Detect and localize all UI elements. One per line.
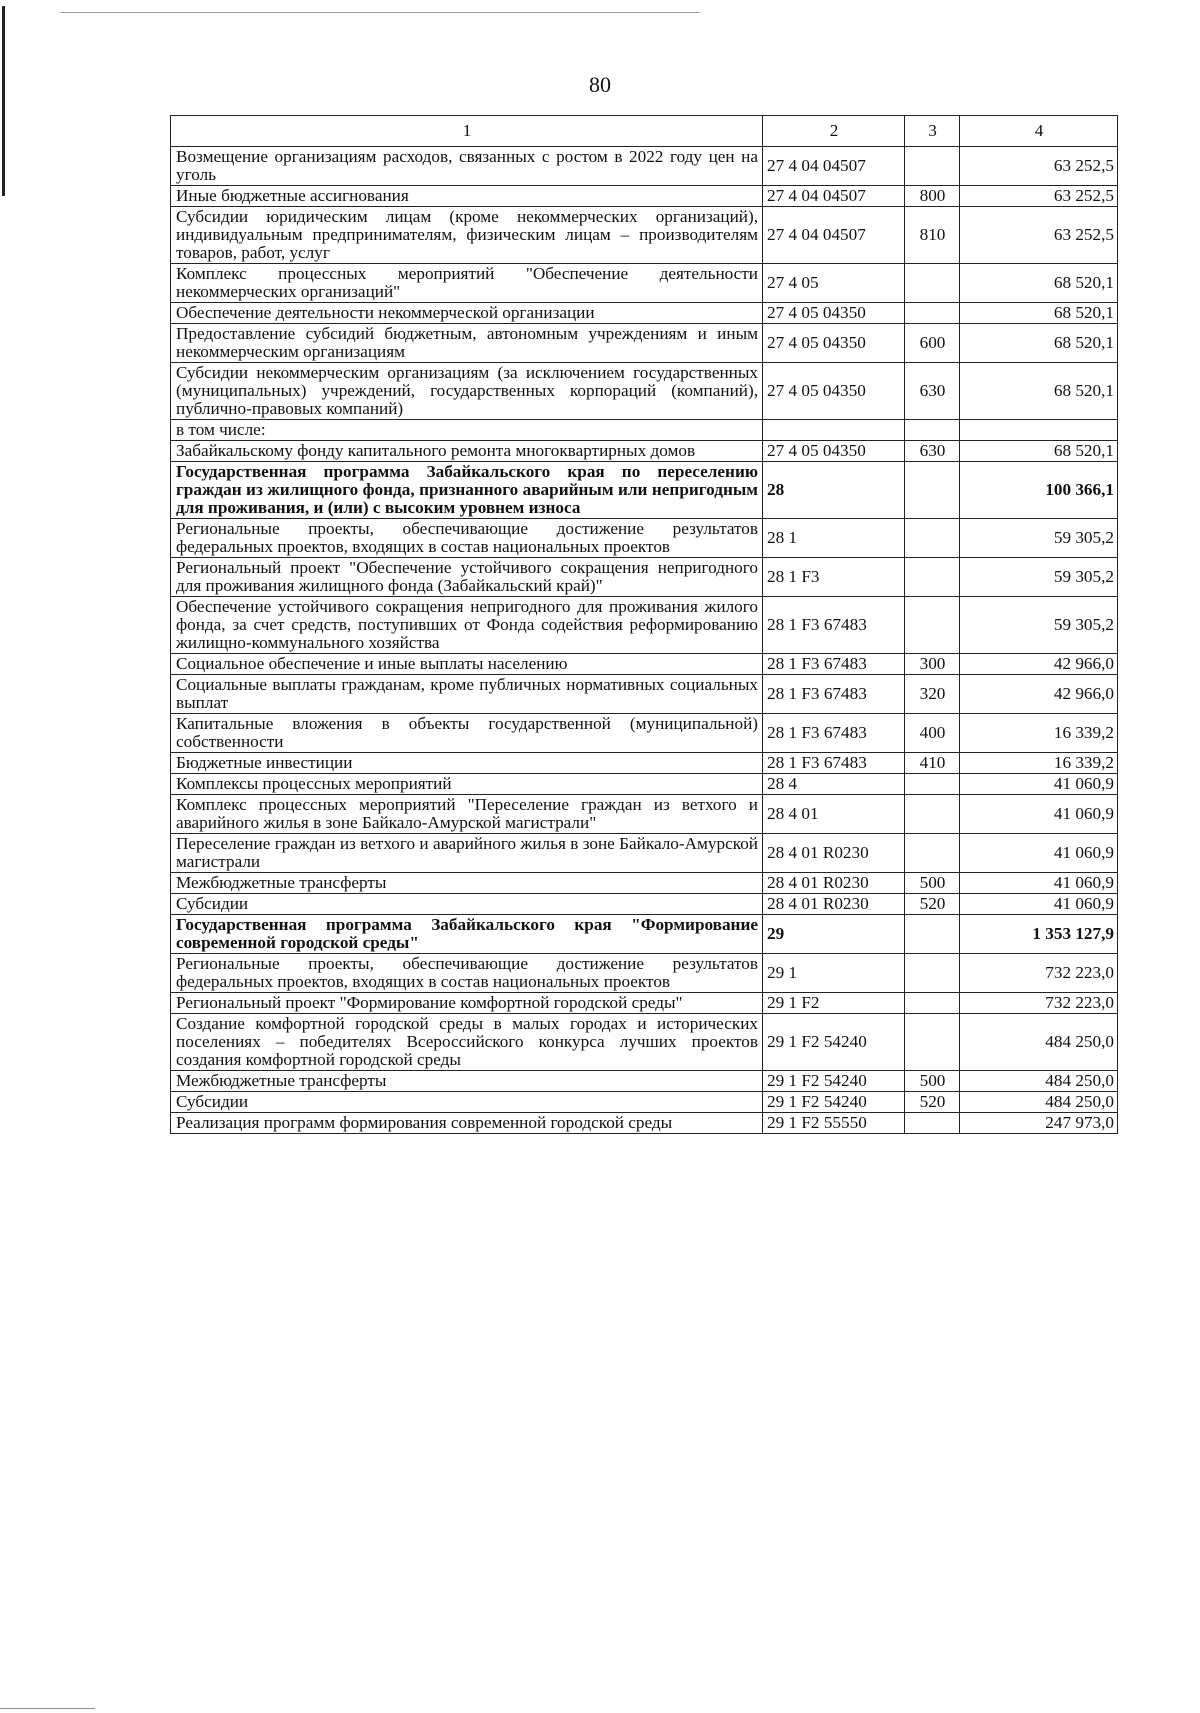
table-row (171, 303, 1118, 324)
table-row (171, 675, 1118, 714)
scan-bottom-line (0, 1708, 95, 1709)
scan-top-line (60, 12, 700, 13)
row-code-cell: 29 (763, 915, 905, 954)
row-name-cell: Забайкальскому фонду капитального ремонта многоквартирных домов (171, 441, 763, 462)
row-name-cell: Капитальные вложения в объекты государственной (муниципальной) собственности (171, 714, 763, 753)
table-row (171, 834, 1118, 873)
row-amount-cell: 41 060,9 (960, 894, 1118, 915)
header-row (171, 116, 1118, 147)
row-amount-cell: 16 339,2 (960, 753, 1118, 774)
row-code-cell: 29 1 F2 (763, 993, 905, 1014)
table-row (171, 147, 1118, 186)
header-col-2: 2 (763, 116, 905, 147)
table-row (171, 873, 1118, 894)
table-row (171, 1071, 1118, 1092)
table-row (171, 462, 1118, 519)
row-code-cell: 27 4 05 04350 (763, 363, 905, 420)
row-name-cell: Социальные выплаты гражданам, кроме публичных нормативных социальных выплат (171, 675, 763, 714)
header-col-3: 3 (905, 116, 960, 147)
table-row (171, 207, 1118, 264)
row-code-cell: 27 4 05 (763, 264, 905, 303)
row-expense-type-cell: 630 (905, 363, 960, 420)
row-name-cell: Государственная программа Забайкальского края "Формирование современной городской среды" (171, 915, 763, 954)
row-code-cell: 28 1 F3 67483 (763, 597, 905, 654)
budget-table-container (170, 115, 1117, 1134)
row-code-cell: 29 1 F2 55550 (763, 1113, 905, 1134)
table-row (171, 753, 1118, 774)
row-amount-cell: 63 252,5 (960, 147, 1118, 186)
row-amount-cell: 247 973,0 (960, 1113, 1118, 1134)
table-row (171, 1113, 1118, 1134)
page-number: 80 (589, 72, 611, 97)
row-expense-type-cell (905, 597, 960, 654)
row-amount-cell: 1 353 127,9 (960, 915, 1118, 954)
row-code-cell: 29 1 F2 54240 (763, 1014, 905, 1071)
row-name-cell: Иные бюджетные ассигнования (171, 186, 763, 207)
row-name-cell: Социальное обеспечение и иные выплаты населению (171, 654, 763, 675)
row-name-cell: Межбюджетные трансферты (171, 873, 763, 894)
row-name-cell: Региональный проект "Формирование комфортной городской среды" (171, 993, 763, 1014)
table-row (171, 654, 1118, 675)
row-code-cell: 28 4 01 R0230 (763, 894, 905, 915)
row-code-cell: 28 1 F3 (763, 558, 905, 597)
row-expense-type-cell: 630 (905, 441, 960, 462)
table-row (171, 894, 1118, 915)
row-amount-cell: 41 060,9 (960, 834, 1118, 873)
table-row (171, 993, 1118, 1014)
table-row (171, 186, 1118, 207)
row-code-cell: 28 4 01 R0230 (763, 873, 905, 894)
row-expense-type-cell (905, 420, 960, 441)
row-expense-type-cell (905, 519, 960, 558)
scan-edge-mark (2, 6, 5, 196)
header-col-1: 1 (171, 116, 763, 147)
row-code-cell: 28 1 F3 67483 (763, 675, 905, 714)
row-name-cell: Реализация программ формирования современной городской среды (171, 1113, 763, 1134)
row-amount-cell: 68 520,1 (960, 303, 1118, 324)
row-code-cell: 27 4 05 04350 (763, 303, 905, 324)
row-expense-type-cell (905, 993, 960, 1014)
table-row (171, 714, 1118, 753)
row-code-cell: 28 (763, 462, 905, 519)
row-name-cell: Комплекс процессных мероприятий "Обеспечение деятельности некоммерческих организаций" (171, 264, 763, 303)
row-code-cell: 27 4 05 04350 (763, 441, 905, 462)
row-name-cell: Региональный проект "Обеспечение устойчивого сокращения непригодного для проживания жилищного фонда (Забайкальский край)" (171, 558, 763, 597)
table-row (171, 954, 1118, 993)
row-expense-type-cell (905, 954, 960, 993)
row-amount-cell: 59 305,2 (960, 558, 1118, 597)
table-row (171, 519, 1118, 558)
row-expense-type-cell (905, 1113, 960, 1134)
table-row (171, 1092, 1118, 1113)
row-expense-type-cell (905, 264, 960, 303)
row-code-cell: 28 1 (763, 519, 905, 558)
row-expense-type-cell (905, 147, 960, 186)
row-code-cell: 28 1 F3 67483 (763, 654, 905, 675)
row-expense-type-cell (905, 834, 960, 873)
row-code-cell: 29 1 F2 54240 (763, 1071, 905, 1092)
row-expense-type-cell (905, 462, 960, 519)
row-amount-cell: 59 305,2 (960, 519, 1118, 558)
row-amount-cell: 484 250,0 (960, 1092, 1118, 1113)
row-expense-type-cell (905, 774, 960, 795)
row-amount-cell: 732 223,0 (960, 954, 1118, 993)
row-code-cell (763, 420, 905, 441)
table-row (171, 915, 1118, 954)
row-name-cell: Создание комфортной городской среды в малых городах и исторических поселениях – победителях Всероссийского конкурса лучших проектов создания комфортной городской среды (171, 1014, 763, 1071)
row-name-cell: Субсидии некоммерческим организациям (за исключением государственных (муниципальных) учреждений, государственных корпораций (компаний), публично-правовых компаний) (171, 363, 763, 420)
row-code-cell: 29 1 (763, 954, 905, 993)
row-expense-type-cell: 600 (905, 324, 960, 363)
table-row (171, 795, 1118, 834)
row-code-cell: 29 1 F2 54240 (763, 1092, 905, 1113)
row-expense-type-cell (905, 795, 960, 834)
row-amount-cell: 63 252,5 (960, 207, 1118, 264)
table-row (171, 1014, 1118, 1071)
row-name-cell: Обеспечение деятельности некоммерческой организации (171, 303, 763, 324)
row-code-cell: 27 4 04 04507 (763, 186, 905, 207)
row-amount-cell: 63 252,5 (960, 186, 1118, 207)
header-col-4: 4 (960, 116, 1118, 147)
table-body (171, 147, 1118, 1134)
row-amount-cell: 484 250,0 (960, 1071, 1118, 1092)
row-amount-cell: 41 060,9 (960, 873, 1118, 894)
row-amount-cell: 732 223,0 (960, 993, 1118, 1014)
row-name-cell: Межбюджетные трансферты (171, 1071, 763, 1092)
row-expense-type-cell: 400 (905, 714, 960, 753)
row-name-cell: Региональные проекты, обеспечивающие достижение результатов федеральных проектов, входящих в состав национальных проектов (171, 954, 763, 993)
row-expense-type-cell (905, 915, 960, 954)
row-name-cell: Субсидии (171, 894, 763, 915)
row-name-cell: Региональные проекты, обеспечивающие достижение результатов федеральных проектов, входящих в состав национальных проектов (171, 519, 763, 558)
row-amount-cell: 68 520,1 (960, 441, 1118, 462)
table-row (171, 558, 1118, 597)
row-name-cell: Государственная программа Забайкальского края по переселению граждан из жилищного фонда, признанного аварийным или непригодным для проживания, и (или) с высоким уровнем износа (171, 462, 763, 519)
row-code-cell: 28 1 F3 67483 (763, 714, 905, 753)
budget-table (170, 115, 1118, 1134)
row-amount-cell: 42 966,0 (960, 654, 1118, 675)
row-expense-type-cell: 320 (905, 675, 960, 714)
table-row (171, 363, 1118, 420)
row-name-cell: Предоставление субсидий бюджетным, автономным учреждениям и иным некоммерческим организациям (171, 324, 763, 363)
row-expense-type-cell: 500 (905, 1071, 960, 1092)
row-name-cell: Переселение граждан из ветхого и аварийного жилья в зоне Байкало-Амурской магистрали (171, 834, 763, 873)
row-name-cell: Субсидии (171, 1092, 763, 1113)
row-expense-type-cell: 810 (905, 207, 960, 264)
row-code-cell: 28 4 01 R0230 (763, 834, 905, 873)
table-row (171, 264, 1118, 303)
row-expense-type-cell: 520 (905, 894, 960, 915)
row-amount-cell: 42 966,0 (960, 675, 1118, 714)
row-code-cell: 27 4 04 04507 (763, 147, 905, 186)
row-amount-cell: 100 366,1 (960, 462, 1118, 519)
row-code-cell: 27 4 04 04507 (763, 207, 905, 264)
row-amount-cell: 41 060,9 (960, 795, 1118, 834)
row-expense-type-cell: 410 (905, 753, 960, 774)
row-amount-cell: 16 339,2 (960, 714, 1118, 753)
table-row (171, 324, 1118, 363)
row-amount-cell: 68 520,1 (960, 363, 1118, 420)
row-expense-type-cell: 500 (905, 873, 960, 894)
row-expense-type-cell (905, 1014, 960, 1071)
table-row (171, 774, 1118, 795)
row-amount-cell: 484 250,0 (960, 1014, 1118, 1071)
row-amount-cell: 59 305,2 (960, 597, 1118, 654)
row-amount-cell: 68 520,1 (960, 264, 1118, 303)
row-name-cell: в том числе: (171, 420, 763, 441)
row-name-cell: Обеспечение устойчивого сокращения непригодного для проживания жилого фонда, за счет средств, поступивших от Фонда содействия реформированию жилищно-коммунального хозяйства (171, 597, 763, 654)
row-code-cell: 27 4 05 04350 (763, 324, 905, 363)
row-code-cell: 28 1 F3 67483 (763, 753, 905, 774)
row-amount-cell: 41 060,9 (960, 774, 1118, 795)
row-name-cell: Субсидии юридическим лицам (кроме некоммерческих организаций), индивидуальным предпринимателям, физическим лицам – производителям товаров, работ, услуг (171, 207, 763, 264)
row-name-cell: Бюджетные инвестиции (171, 753, 763, 774)
row-amount-cell (960, 420, 1118, 441)
row-name-cell: Комплексы процессных мероприятий (171, 774, 763, 795)
row-expense-type-cell (905, 558, 960, 597)
row-name-cell: Комплекс процессных мероприятий "Переселение граждан из ветхого и аварийного жилья в зоне Байкало-Амурской магистрали" (171, 795, 763, 834)
row-expense-type-cell: 800 (905, 186, 960, 207)
row-expense-type-cell: 300 (905, 654, 960, 675)
row-code-cell: 28 4 (763, 774, 905, 795)
row-code-cell: 28 4 01 (763, 795, 905, 834)
table-row (171, 597, 1118, 654)
row-expense-type-cell (905, 303, 960, 324)
table-row (171, 441, 1118, 462)
table-row (171, 420, 1118, 441)
row-expense-type-cell: 520 (905, 1092, 960, 1113)
row-amount-cell: 68 520,1 (960, 324, 1118, 363)
row-name-cell: Возмещение организациям расходов, связанных с ростом в 2022 году цен на уголь (171, 147, 763, 186)
